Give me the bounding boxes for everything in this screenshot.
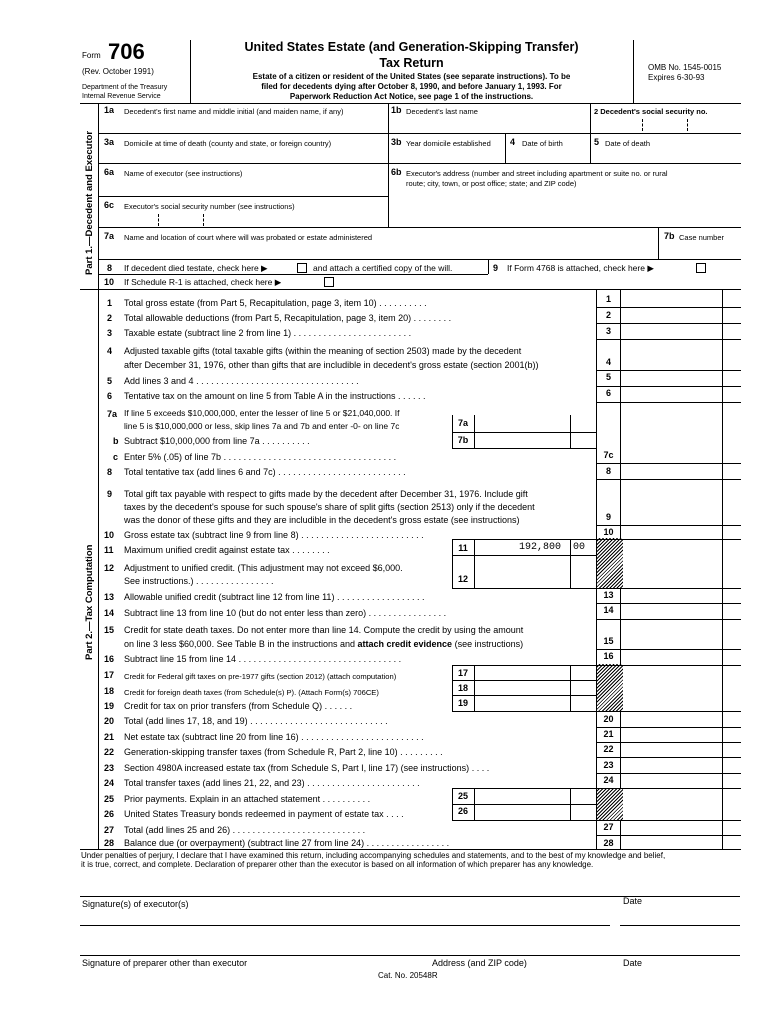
line-13-number: 13 (104, 592, 115, 602)
line-7c-label: Enter 5% (.05) of line 7b . . . . . . . . . . . . . . . . . . . . . . . . . . . . . . . . . . . (124, 452, 397, 462)
form-title-line2: Tax Return (379, 56, 444, 70)
part1-label: Part 1.—Decedent and Executor (84, 130, 95, 275)
line-4-label-1: Adjusted taxable gifts (total taxable gifts (within the meaning of section 2503) made by the decedent (124, 346, 522, 356)
line-28-input[interactable] (622, 836, 740, 848)
line-16-label: Subtract line 15 from line 14 . . . . . . . . . . . . . . . . . . . . . . . . . . . . . . . . . (124, 654, 402, 664)
line-5-label: Add lines 3 and 4 . . . . . . . . . . . . . . . . . . . . . . . . . . . . . . . . . (124, 376, 359, 386)
line-8-box: 8 (605, 466, 611, 476)
line-21-box: 21 (603, 729, 614, 739)
line-17-input[interactable] (476, 666, 569, 679)
line-15-box: 15 (603, 636, 614, 646)
line-3-number: 3 (107, 328, 113, 338)
field-7b-label: Case number (679, 233, 725, 242)
line-25-number: 25 (104, 794, 115, 804)
line-23-box: 23 (603, 760, 614, 770)
line-10-number: 10 (104, 530, 115, 540)
line-16-box: 16 (603, 651, 614, 661)
line-9-input[interactable] (622, 510, 740, 524)
line-6-label: Tentative tax on the amount on line 5 from Table A in the instructions . . . . . . (124, 391, 426, 401)
line-13-input[interactable] (622, 589, 740, 603)
executor-signature-label: Signature(s) of executor(s) (82, 899, 189, 909)
line-2-label: Total allowable deductions (from Part 5, Recapitulation, page 3, item 20) . . . . . . . . (124, 313, 452, 323)
line-4-label-2: after December 31, 1976, other than gifts that are includible in decedent's gross estate (section 2001(b)) (124, 360, 539, 370)
line-28-box: 28 (603, 838, 614, 848)
line-9-number: 9 (107, 489, 113, 499)
line-2-number: 2 (107, 313, 113, 323)
field-1b-number: 1b (391, 105, 402, 115)
field-4-label: Date of birth (522, 139, 563, 148)
line-12-label-1: Adjustment to unified credit. (This adjustment may not exceed $6,000. (124, 563, 403, 573)
field-5-number: 5 (594, 137, 600, 147)
executor-name-input[interactable] (124, 178, 388, 196)
line-22-label: Generation-skipping transfer taxes (from Schedule R, Part 2, line 10) . . . . . . . . . (124, 747, 443, 757)
field-3a-number: 3a (104, 137, 115, 147)
line-7b-number: b (113, 436, 119, 446)
line-4-input[interactable] (622, 355, 740, 369)
hatched-area-11-12 (597, 538, 623, 588)
department: Department of the Treasury (82, 84, 168, 91)
line-21-label: Net estate tax (subtract line 20 from line 16) . . . . . . . . . . . . . . . . . . . . . . . . . (124, 732, 424, 742)
field-6c-label: Executor's social security number (see instructions) (124, 202, 295, 211)
line-20-label: Total (add lines 17, 18, and 19) . . . . . . . . . . . . . . . . . . . . . . . . . . . . (124, 716, 388, 726)
line-2-input[interactable] (622, 308, 740, 322)
line-8-input[interactable] (622, 464, 740, 478)
field-7a-label: Name and location of court where will was probated or estate administered (124, 233, 373, 242)
line-11-amount: 192,800 (518, 542, 561, 553)
field-6b-label-1: Executor's address (number and street including apartment or suite no. or rural (406, 169, 668, 178)
line-22-box: 22 (603, 744, 614, 754)
line-15-label-2: on line 3 less $60,000. See Table B in the instructions and attach credit evidence (see instructions) (124, 639, 524, 649)
date-of-birth-input[interactable] (508, 147, 589, 162)
line-18-input[interactable] (476, 681, 569, 694)
line-5-input[interactable] (622, 371, 740, 385)
line-19-box: 19 (457, 698, 468, 708)
line-23-label: Section 4980A increased estate tax (from Schedule S, Part I, line 17) (see instructions) . . . . (124, 763, 490, 773)
date-label-1: Date (623, 896, 643, 906)
line-6-box: 6 (605, 388, 611, 398)
line-9-box: 9 (605, 512, 611, 522)
part2-label: Part 2.—Tax Computation (84, 544, 95, 660)
form-4768-checkbox[interactable] (696, 263, 706, 273)
preparer-signature-label: Signature of preparer other than executor (82, 958, 248, 968)
field-8-label: If decedent died testate, check here ▶ (124, 263, 268, 273)
line-9-label-3: was the donor of these gifts and they are includible in the decedent's gross estate (see instructions) (124, 515, 520, 525)
field-8-label-2: and attach a certified copy of the will. (313, 263, 453, 273)
field-6b-number: 6b (391, 167, 402, 177)
line-22-number: 22 (104, 747, 115, 757)
line-15-label-1: Credit for state death taxes. Do not enter more than line 14. Compute the credit by using the amount (124, 625, 524, 635)
line-25-input[interactable] (476, 789, 569, 803)
line-24-label: Total transfer taxes (add lines 21, 22, and 23) . . . . . . . . . . . . . . . . . . . . . . . (124, 778, 420, 788)
line-11-cents: 00 (573, 542, 586, 553)
field-2-label: 2 Decedent's social security no. (594, 107, 708, 116)
field-5-label: Date of death (605, 139, 651, 148)
line-9-label-1: Total gift tax payable with respect to gifts made by the decedent after December 31, 1976. Include gift (124, 489, 528, 499)
field-9-label: If Form 4768 is attached, check here ▶ (507, 263, 654, 273)
field-1a-label: Decedent's first name and middle initial (and maiden name, if any) (124, 107, 344, 116)
line-7b-input[interactable] (476, 433, 569, 447)
domicile-input[interactable] (124, 147, 388, 162)
line-15-number: 15 (104, 625, 115, 635)
field-3b-number: 3b (391, 137, 402, 147)
catalog-number: Cat. No. 20548R (378, 971, 438, 980)
line-3-box: 3 (605, 326, 611, 336)
form-subtitle-2: filed for decedents dying after October 8, 1990, and before January 1, 1993. For (261, 82, 562, 91)
line-26-number: 26 (104, 809, 115, 819)
line-10-label: Gross estate tax (subtract line 9 from line 8) . . . . . . . . . . . . . . . . . . . . . . . . . (124, 530, 424, 540)
decedent-last-name-input[interactable] (406, 115, 588, 132)
line-17-number: 17 (104, 670, 115, 680)
case-number-input[interactable] (662, 242, 739, 258)
line-1-input[interactable] (622, 292, 740, 306)
service: Internal Revenue Service (82, 93, 161, 100)
expires-date: Expires 6-30-93 (648, 73, 705, 82)
line-10-input[interactable] (622, 526, 740, 538)
year-domicile-input[interactable] (391, 147, 504, 162)
line-7b-label: Subtract $10,000,000 from line 7a . . . . . . . . . . (124, 436, 310, 446)
line-15-input[interactable] (622, 634, 740, 648)
line-24-number: 24 (104, 778, 115, 788)
testate-checkbox[interactable] (297, 263, 307, 273)
line-14-input[interactable] (622, 604, 740, 618)
field-8-number: 8 (107, 263, 113, 273)
line-25-label: Prior payments. Explain in an attached statement . . . . . . . . . . (124, 794, 371, 804)
line-26-input[interactable] (476, 805, 569, 819)
form-label: Form (82, 51, 101, 60)
line-19-input[interactable] (476, 696, 569, 710)
line-7a-input[interactable] (476, 416, 569, 430)
field-7a-number: 7a (104, 231, 115, 241)
line-23-input[interactable] (622, 758, 740, 772)
line-14-box: 14 (603, 605, 614, 615)
line-7a-number: 7a (107, 409, 118, 419)
field-9-number: 9 (493, 263, 499, 273)
line-18-number: 18 (104, 686, 115, 696)
date-label-2: Date (623, 958, 643, 968)
line-7a-label-2: line 5 is $10,000,000 or less, skip lines 7a and 7b and enter -0- on line 7c (124, 421, 400, 431)
perjury-statement-2: it is true, correct, and complete. Declaration of preparer other than the executor is based on all information of which preparer has any knowledge. (81, 860, 594, 869)
line-6-number: 6 (107, 391, 113, 401)
line-25-box: 25 (457, 791, 468, 801)
line-23-number: 23 (104, 763, 115, 773)
schedule-r1-checkbox[interactable] (324, 277, 334, 287)
hatched-area-25-26 (597, 788, 623, 821)
form-title: United States Estate (and Generation-Skipping Transfer) (244, 40, 579, 54)
decedent-ssn-input[interactable] (594, 115, 739, 132)
form-number: 706 (108, 39, 145, 64)
line-5-number: 5 (107, 376, 113, 386)
field-6a-label: Name of executor (see instructions) (124, 169, 243, 178)
line-17-label: Credit for Federal gift taxes on pre-1977 gifts (section 2012) (attach computation) (124, 672, 397, 681)
field-3a-label: Domicile at time of death (county and state, or foreign country) (124, 139, 332, 148)
line-14-label: Subtract line 13 from line 10 (but do not enter less than zero) . . . . . . . . . . . . . . . . (124, 608, 447, 618)
line-11-box: 11 (458, 543, 468, 553)
line-26-box: 26 (457, 806, 468, 816)
line-28-label: Balance due (or overpayment) (subtract line 27 from line 24) . . . . . . . . . . . . . . . . . (124, 838, 450, 848)
line-27-number: 27 (104, 825, 115, 835)
line-16-input[interactable] (622, 650, 740, 664)
field-10-label: If Schedule R-1 is attached, check here ▶ (124, 277, 282, 287)
line-21-input[interactable] (622, 728, 740, 742)
line-22-input[interactable] (622, 743, 740, 757)
court-location-input[interactable] (124, 242, 656, 258)
line-9-label-2: taxes by the decedent's spouse for such spouse's share of split gifts (section 2513) only if the decedent (124, 502, 535, 512)
line-18-box: 18 (457, 683, 468, 693)
line-7c-box: 7c (603, 450, 614, 460)
omb-number: OMB No. 1545-0015 (648, 63, 722, 72)
line-20-box: 20 (603, 714, 614, 724)
field-10-number: 10 (104, 277, 115, 287)
line-24-input[interactable] (622, 774, 740, 787)
line-10-box: 10 (603, 527, 614, 537)
line-27-label: Total (add lines 25 and 26) . . . . . . . . . . . . . . . . . . . . . . . . . . . (124, 825, 366, 835)
line-7b-box: 7b (457, 435, 469, 445)
line-7a-label-1: If line 5 exceeds $10,000,000, enter the lesser of line 5 or $21,040,000. If (124, 408, 400, 418)
date-of-death-input[interactable] (594, 147, 739, 162)
line-26-label: United States Treasury bonds redeemed in payment of estate tax . . . . (124, 809, 404, 819)
line-11-label: Maximum unified credit against estate tax . . . . . . . . (124, 545, 330, 555)
line-7a-box: 7a (457, 418, 468, 428)
executor-signature-input[interactable] (80, 878, 610, 895)
line-5-box: 5 (605, 372, 611, 382)
line-28-number: 28 (104, 838, 115, 848)
field-1a-number: 1a (104, 105, 115, 115)
line-24-box: 24 (603, 775, 614, 785)
perjury-statement-1: Under penalties of perjury, I declare that I have examined this return, including accompanying schedules and statements, and to the best of my knowledge and belief, (81, 851, 666, 860)
line-1-box: 1 (605, 294, 611, 304)
preparer-signature-input[interactable] (80, 937, 610, 954)
address-label: Address (and ZIP code) (432, 958, 527, 968)
line-27-input[interactable] (622, 821, 740, 835)
line-21-number: 21 (104, 732, 115, 742)
line-4-number: 4 (107, 346, 113, 356)
field-6a-number: 6a (104, 167, 115, 177)
line-20-input[interactable] (622, 712, 740, 726)
line-3-label: Taxable estate (subtract line 2 from line 1) . . . . . . . . . . . . . . . . . . . . . . . . (124, 328, 412, 338)
line-13-box: 13 (603, 590, 614, 600)
revision-date: (Rev. October 1991) (82, 67, 154, 76)
field-6c-number: 6c (104, 200, 115, 210)
executor-address-input[interactable] (391, 190, 739, 226)
line-19-label: Credit for tax on prior transfers (from Schedule Q) . . . . . . (124, 701, 353, 711)
line-1-label: Total gross estate (from Part 5, Recapitulation, page 3, item 10) . . . . . . . . . . (124, 298, 427, 308)
field-7b-number: 7b (664, 231, 675, 241)
line-17-box: 17 (457, 668, 468, 678)
line-2-box: 2 (605, 310, 611, 320)
field-4-number: 4 (510, 137, 516, 147)
form-subtitle-1: Estate of a citizen or resident of the United States (see separate instructions). To be (252, 72, 571, 81)
line-6-input[interactable] (622, 387, 740, 401)
line-16-number: 16 (104, 654, 115, 664)
line-7c-input[interactable] (622, 448, 740, 462)
line-4-box: 4 (605, 357, 611, 367)
executor-ssn-input[interactable] (124, 211, 388, 226)
line-1-number: 1 (107, 298, 113, 308)
decedent-first-name-input[interactable] (124, 115, 388, 132)
field-1b-label: Decedent's last name (406, 107, 478, 116)
line-18-label: Credit for foreign death taxes (from Schedule(s) P). (Attach Form(s) 706CE) (124, 688, 379, 697)
line-8-label: Total tentative tax (add lines 6 and 7c) . . . . . . . . . . . . . . . . . . . . . . . . . . (124, 467, 406, 477)
form-subtitle-3: Paperwork Reduction Act Notice, see page 1 of the instructions. (289, 92, 534, 101)
line-8-number: 8 (107, 467, 113, 477)
line-12-number: 12 (104, 563, 115, 573)
line-13-label: Allowable unified credit (subtract line 12 from line 11) . . . . . . . . . . . . . . . . . . (124, 592, 425, 602)
hatched-area-17-19 (597, 664, 623, 711)
field-6b-label-2: route; city, town, or post office; state; and ZIP code) (406, 179, 577, 188)
line-7c-number: c (113, 452, 119, 462)
line-27-box: 27 (603, 822, 614, 832)
line-14-number: 14 (104, 608, 115, 618)
line-3-input[interactable] (622, 324, 740, 338)
line-19-number: 19 (104, 701, 115, 711)
line-12-label-2: See instructions.) . . . . . . . . . . . . . . . . (124, 576, 274, 586)
line-12-box: 12 (457, 574, 468, 584)
line-11-number: 11 (104, 545, 114, 555)
line-20-number: 20 (104, 716, 115, 726)
field-3b-label: Year domicile established (406, 139, 491, 148)
line-12-input[interactable] (476, 572, 569, 586)
